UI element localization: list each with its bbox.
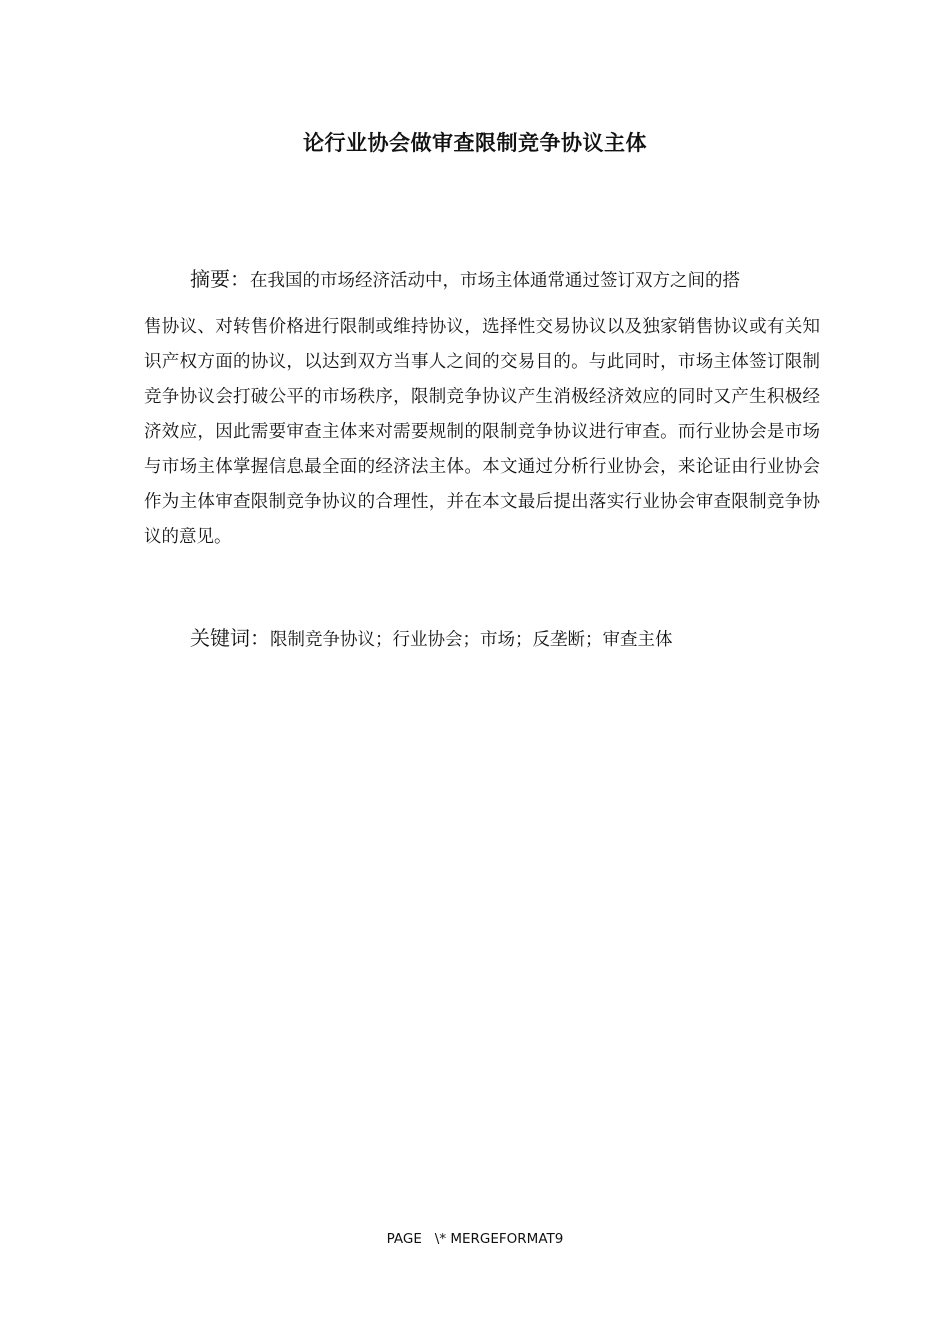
keywords-text: 限制竞争协议；行业协会；市场；反垄断；审查主体 bbox=[270, 630, 673, 650]
keywords-section bbox=[190, 622, 673, 656]
abstract-first-line-text: 在我国的市场经济活动中，市场主体通常通过签订双方之间的搭 bbox=[250, 271, 740, 291]
abstract-section bbox=[144, 262, 820, 555]
abstract-label: 摘要： bbox=[190, 267, 250, 291]
abstract-first-line bbox=[144, 262, 820, 299]
keywords-label: 关键词： bbox=[190, 626, 270, 650]
abstract-body: 售协议、对转售价格进行限制或维持协议，选择性交易协议以及独家销售协议或有关知识产权方面的协议，以达到双方当事人之间的交易目的。与此同时，市场主体签订限制竞争协议会打破公平的市场秩序，限制竞争协议产生消极经济效应的同时又产生积极经济效应，因此需要审查主体来对需要规制的限制竞争协议进行审查。而行业协会是市场与市场主体掌握信息最全面的经济法主体。本文通过分析行业协会，来论证由行业协会作为主体审查限制竞争协议的合理性，并在本文最后提出落实行业协会审查限制竞争协议的意见。 bbox=[144, 317, 820, 547]
document-title: 论行业协会做审查限制竞争协议主体 bbox=[303, 131, 647, 155]
page-footer: PAGE \* MERGEFORMAT9 bbox=[386, 1231, 564, 1247]
